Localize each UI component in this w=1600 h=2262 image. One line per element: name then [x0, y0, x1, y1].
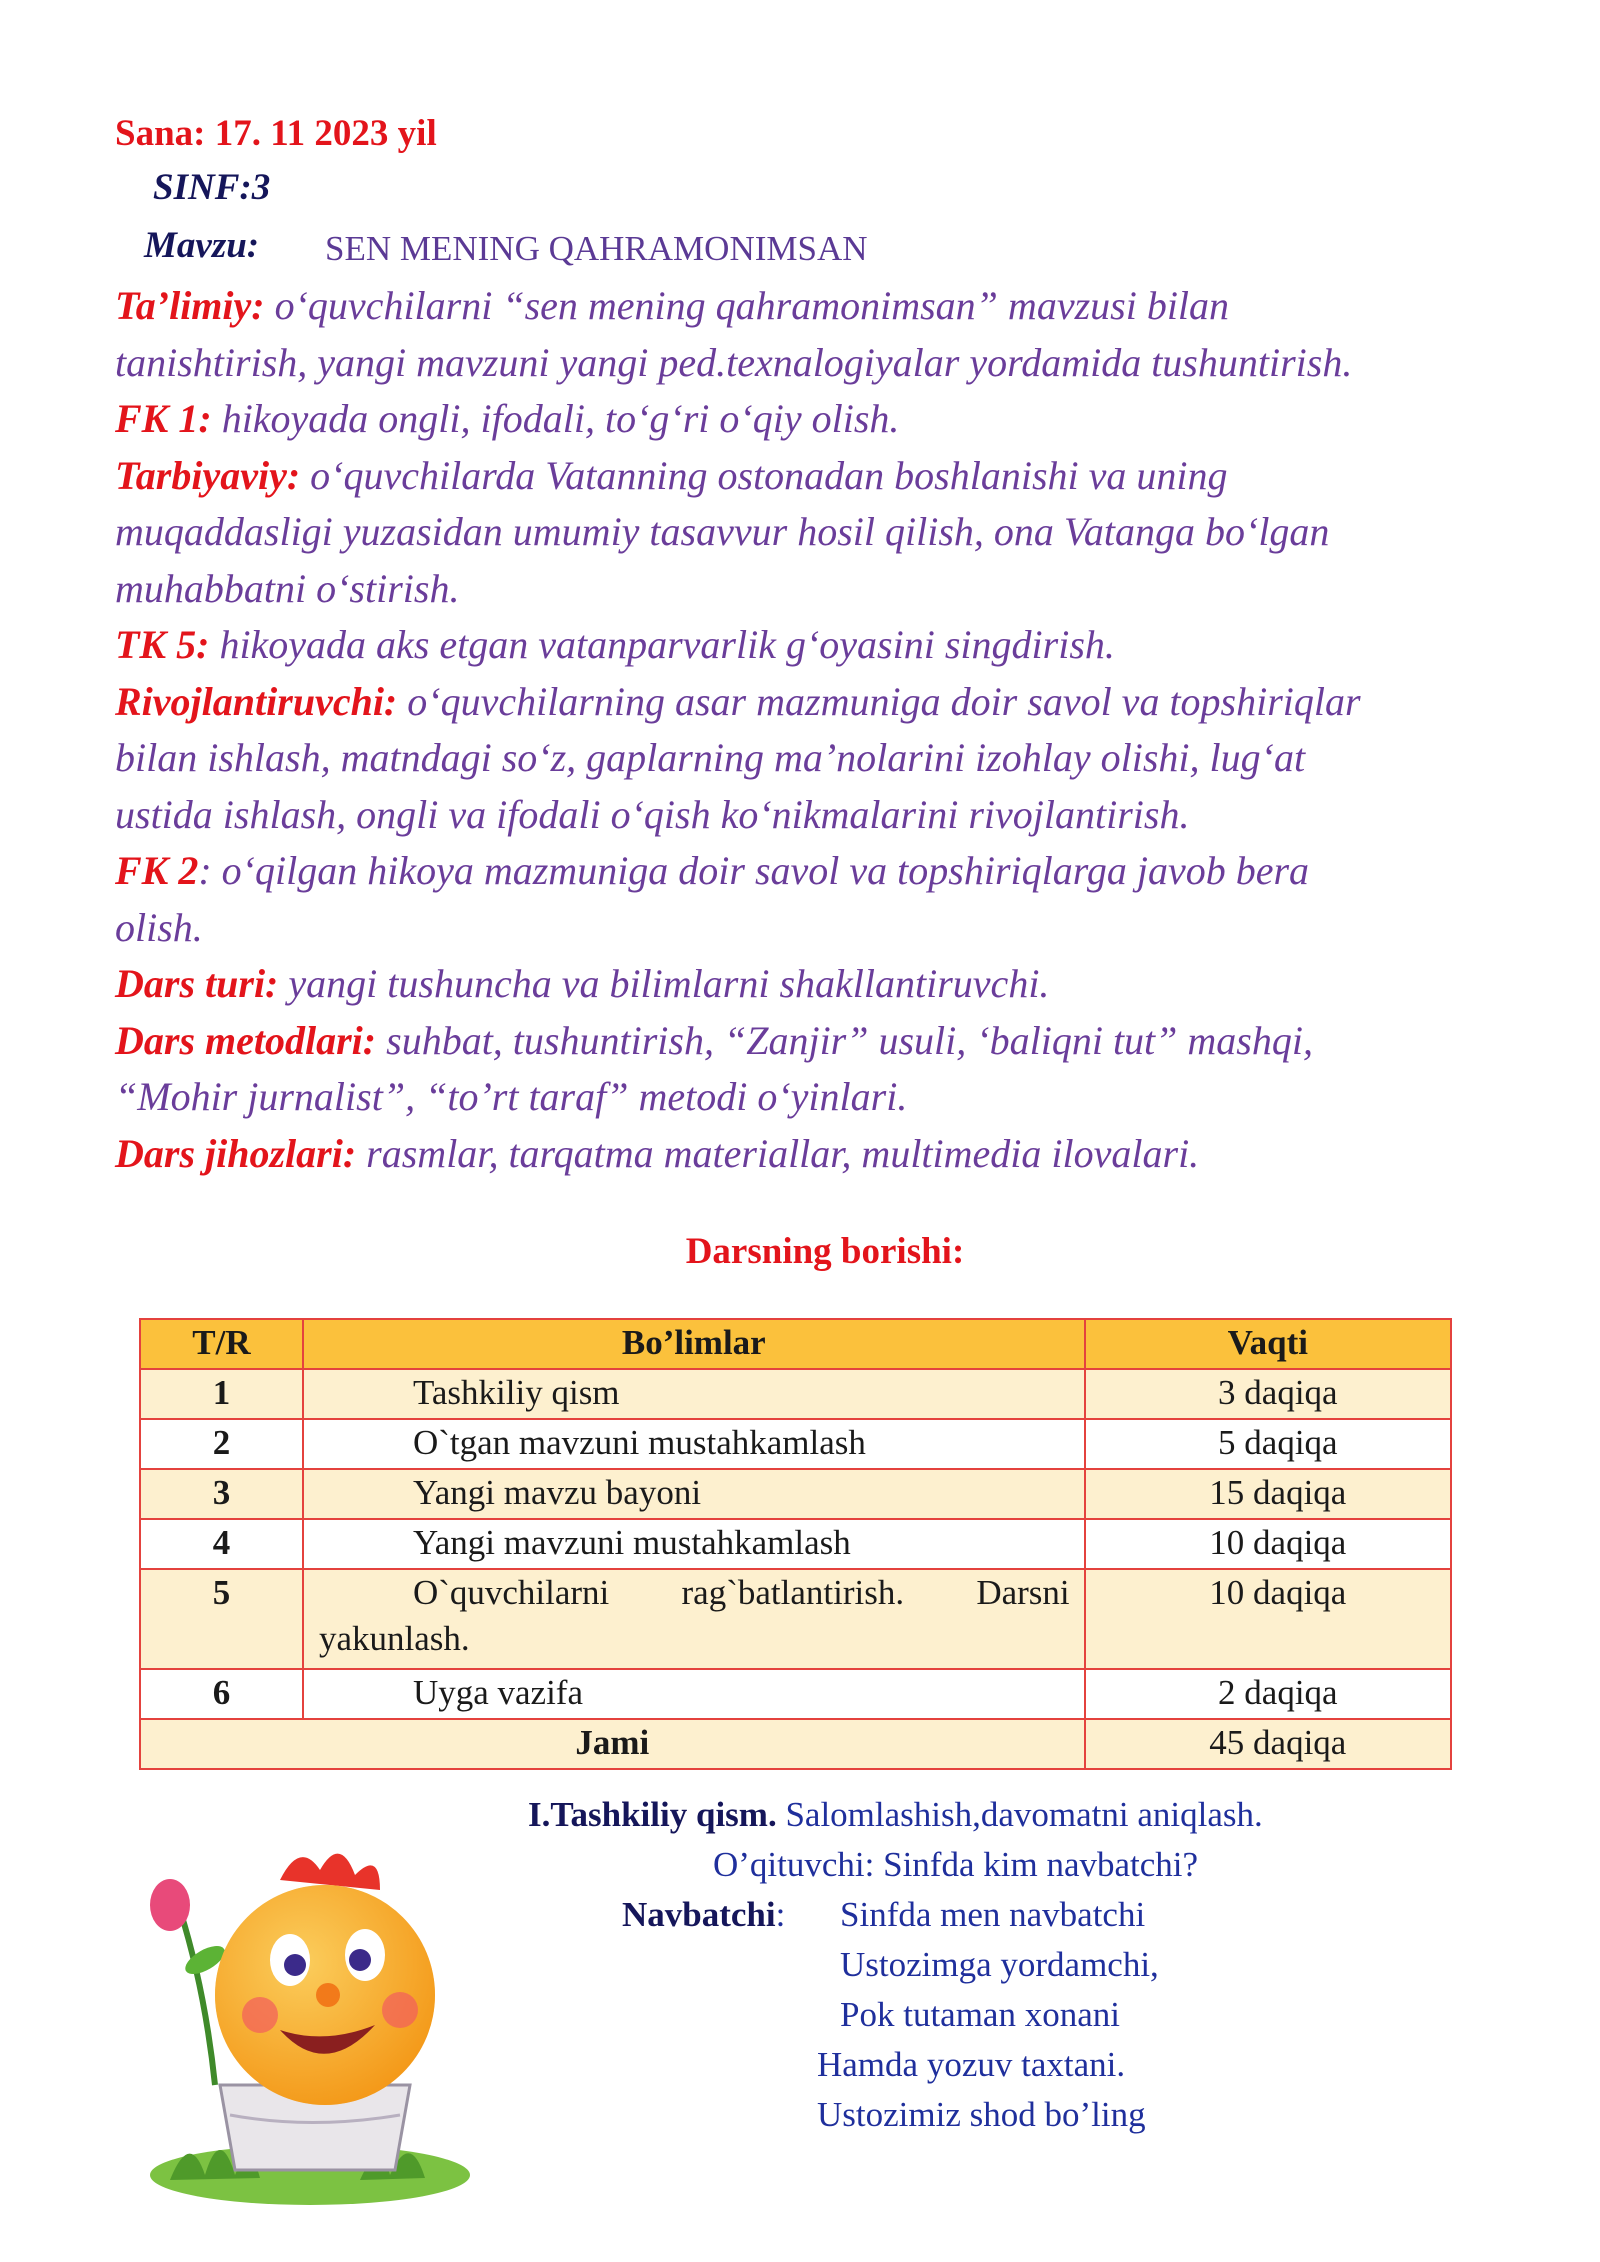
- objective-dars-turi: Dars turi: yangi tushuncha va bilimlarni shakllantiruvchi.: [115, 961, 1050, 1006]
- table-row: 1 Tashkiliy qism 3 daqiqa: [140, 1369, 1451, 1419]
- poem-line: Sinfda men navbatchi: [840, 1895, 1146, 1934]
- objective-dars-jihozlari: Dars jihozlari: rasmlar, tarqatma materiallar, multimedia ilovalari.: [115, 1130, 1200, 1176]
- topic-label: Mavzu:: [144, 225, 260, 266]
- table-row: 2 O`tgan mavzuni mustahkamlash 5 daqiqa: [140, 1419, 1451, 1469]
- objective-tk5: TK 5: hikoyada aks etgan vatanparvarlik g‘oyasini singdirish.: [115, 622, 1115, 667]
- topic-value: SEN MENING QAHRAMONIMSAN: [325, 229, 868, 268]
- poem-line: Ustozimga yordamchi,: [840, 1945, 1159, 1984]
- table-header-row: [140, 1319, 1451, 1369]
- lesson-plan-table: [139, 1318, 1452, 1770]
- objectives-block: [115, 278, 1495, 1182]
- poem-line: Ustozimiz shod bo’ling: [817, 2095, 1146, 2134]
- objective-dars-metodlari: Dars metodlari: suhbat, tushuntirish, “Zanjir” usuli, ‘baliqni tut” mashqi, “Mohir jurnalist”, “to’rt taraf” metodi o‘yinlari.: [115, 1017, 1313, 1119]
- class-line: SINF:3: [153, 167, 271, 208]
- table-row: 6 Uyga vazifa 2 daqiqa: [140, 1669, 1451, 1719]
- objective-rivojlantiruvchi: Rivojlantiruvchi: o‘quvchilarning asar mazmuniga doir savol va topshiriqlar bilan ishlash, matndagi so‘z, gaplarning ma’nolarini izohlay olishi, lug‘at ustida ishlash, ongli va ifodali o‘qish ko‘nikmalarini rivojlantirish.: [115, 678, 1361, 837]
- objective-tarbiyaviy: Tarbiyaviy: o‘quvchilarda Vatanning ostonadan boshlanishi va uning muqaddasligi yuzasidan umumiy tasavvur hosil qilish, ona Vatanga bo‘lgan muhabbatni o‘stirish.: [115, 452, 1330, 611]
- poem-line: Hamda yozuv taxtani.: [817, 2045, 1126, 2084]
- column-header: Vaqti: [1085, 1319, 1451, 1369]
- table-row: 3 Yangi mavzu bayoni 15 daqiqa: [140, 1469, 1451, 1519]
- poem-line: Pok tutaman xonani: [840, 1995, 1120, 2034]
- lesson-flow-title: Darsning borishi:: [685, 1231, 965, 1272]
- table-row: 4 Yangi mavzuni mustahkamlash 10 daqiqa: [140, 1519, 1451, 1569]
- objective-fk2: FK 2: o‘qilgan hikoya mazmuniga doir savol va topshiriqlarga javob bera olish.: [115, 848, 1310, 950]
- column-header: T/R: [140, 1319, 303, 1369]
- table-total-row: Jami 45 daqiqa: [140, 1719, 1451, 1769]
- objective-talimiy: Ta’limiy: o‘quvchilarni “sen mening qahramonimsan” mavzusi bilan tanishtirish, yangi mavzuni yangi ped.texnalogiyalar yordamida tushuntirish.: [115, 283, 1353, 385]
- teacher-line: O’qituvchi: Sinfda kim navbatchi?: [713, 1845, 1199, 1884]
- section-heading: I.Tashkiliy qism. Salomlashish,davomatni aniqlash.: [528, 1795, 1263, 1834]
- cartoon-mascot-illustration: [110, 1830, 480, 2210]
- objective-fk1: FK 1: hikoyada ongli, ifodali, to‘g‘ri o‘qiy olish.: [115, 396, 900, 441]
- duty-label: Navbatchi:: [622, 1895, 786, 1934]
- date-line: Sana: 17. 11 2023 yil: [115, 113, 437, 154]
- column-header: Bo’limlar: [303, 1319, 1085, 1369]
- table-row: 5 O`quvchilarni rag`batlantirish. Darsni yakunlash. 10 daqiqa: [140, 1569, 1451, 1669]
